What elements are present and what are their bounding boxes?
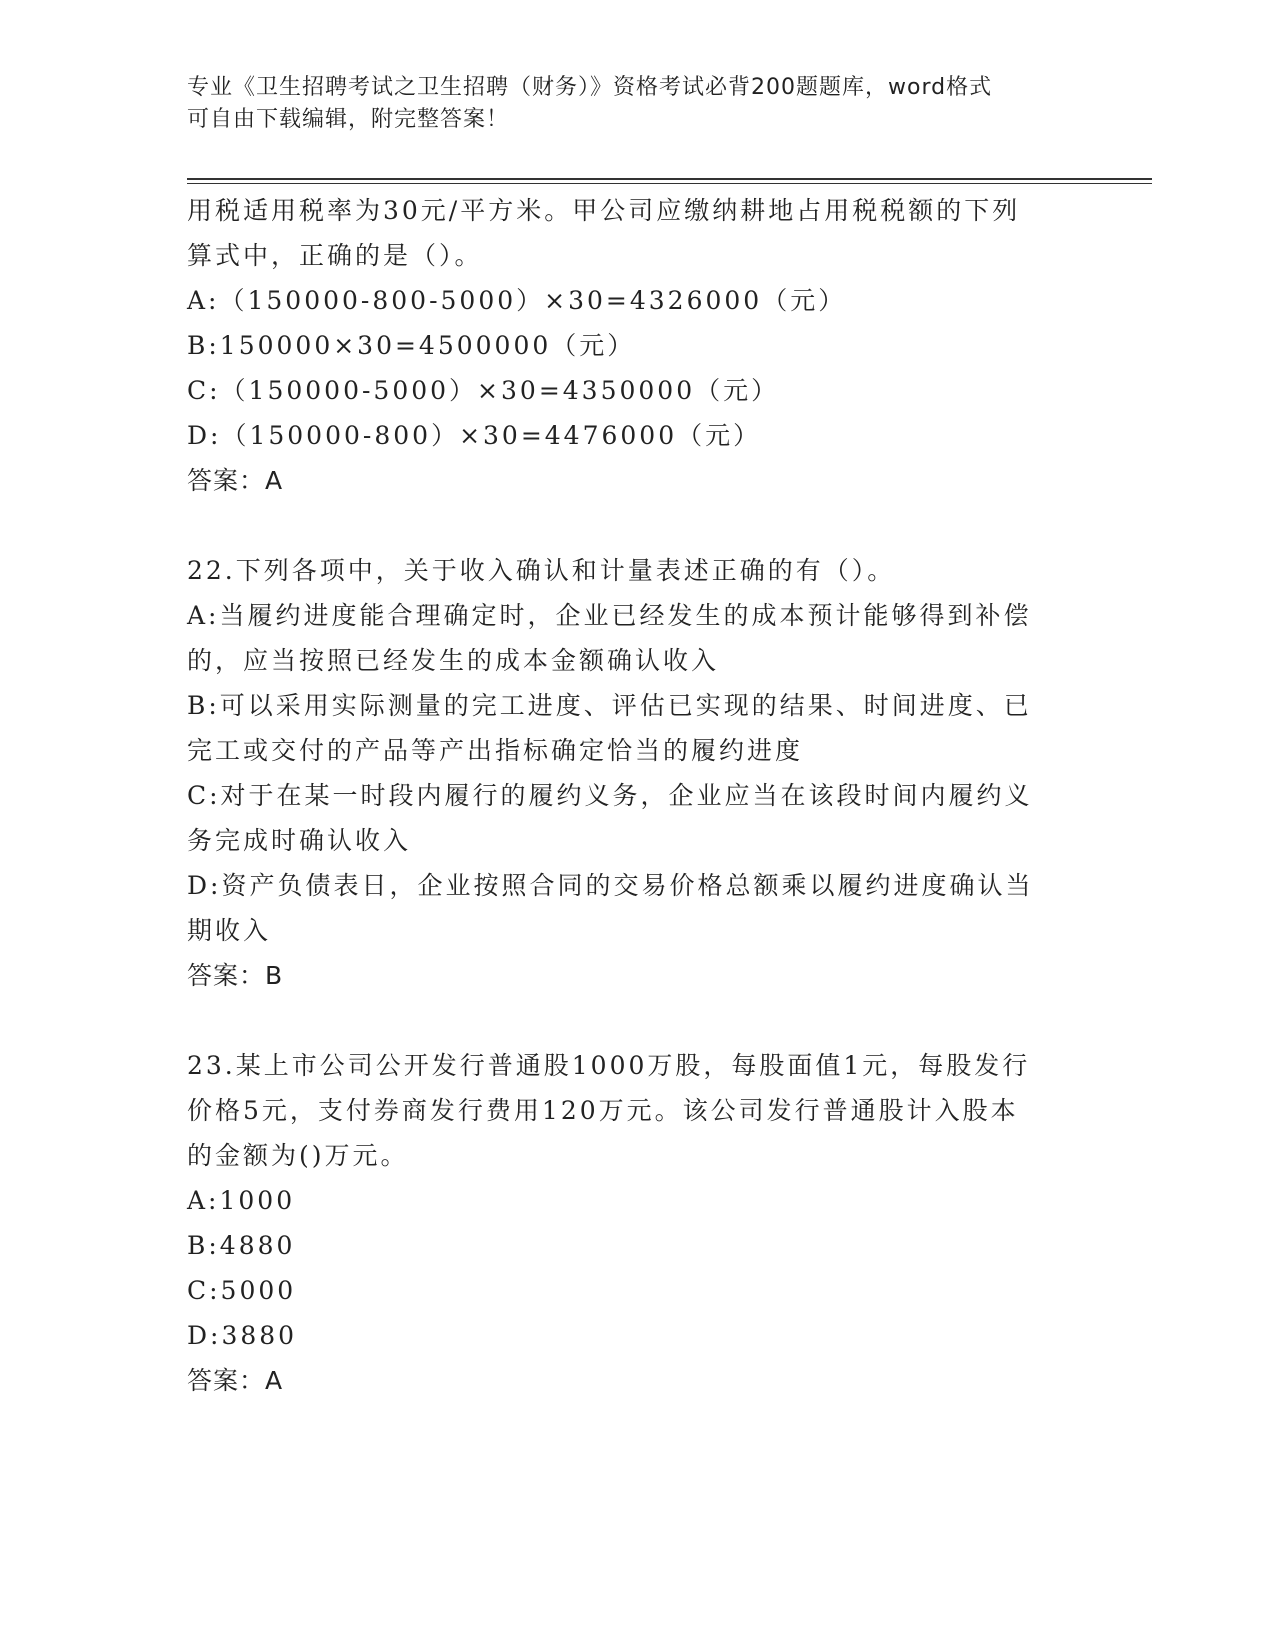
header-divider-thick — [187, 178, 1152, 180]
document-header — [187, 72, 1067, 136]
question-22-option-a-line-1: A:当履约进度能合理确定时，企业已经发生的成本预计能够得到补偿 — [187, 601, 1032, 630]
header-title-line-2: 可自由下载编辑，附完整答案！ — [187, 107, 510, 132]
question-21-option-c: C:（150000-5000）×30=4350000（元） — [187, 376, 780, 405]
question-22-answer: 答案：B — [187, 961, 284, 990]
question-22-option-a-line-2: 的，应当按照已经发生的成本金额确认收入 — [187, 646, 720, 675]
question-21 — [187, 188, 1077, 503]
question-23-option-c: C:5000 — [187, 1276, 297, 1305]
question-21-answer: 答案：A — [187, 466, 284, 495]
question-22-option-c-line-2: 务完成时确认收入 — [187, 826, 412, 855]
question-22-option-b-line-2: 完工或交付的产品等产出指标确定恰当的履约进度 — [187, 736, 804, 765]
question-22-stem: 22.下列各项中，关于收入确认和计量表述正确的有（）。 — [187, 556, 896, 585]
question-22-option-c-line-1: C:对于在某一时段内履行的履约义务，企业应当在该段时间内履约义 — [187, 781, 1033, 810]
question-21-option-d: D:（150000-800）×30=4476000（元） — [187, 421, 762, 450]
question-23-option-a: A:1000 — [187, 1186, 296, 1215]
question-23-option-b: B:4880 — [187, 1231, 296, 1260]
question-22-option-b-line-1: B:可以采用实际测量的完工进度、评估已实现的结果、时间进度、已 — [187, 691, 1032, 720]
question-23-stem-line-1: 23.某上市公司公开发行普通股1000万股，每股面值1元，每股发行 — [187, 1051, 1031, 1080]
question-spacer — [187, 998, 1077, 1043]
question-22-option-d-line-2: 期收入 — [187, 916, 272, 945]
header-title-line-1: 专业《卫生招聘考试之卫生招聘（财务）》资格考试必背200题题库，word格式 — [187, 75, 993, 100]
question-21-stem-line-1: 用税适用税率为30元/平方米。甲公司应缴纳耕地占用税税额的下列 — [187, 196, 1021, 225]
question-23-option-d: D:3880 — [187, 1321, 298, 1350]
header-divider-thin — [187, 183, 1152, 184]
question-23-answer: 答案：A — [187, 1366, 284, 1395]
question-23-stem-line-2: 价格5元，支付券商发行费用120万元。该公司发行普通股计入股本 — [187, 1096, 1019, 1125]
question-spacer — [187, 503, 1077, 548]
question-23 — [187, 1043, 1077, 1403]
question-content — [187, 188, 1077, 1403]
question-23-stem-line-3: 的金额为()万元。 — [187, 1141, 409, 1170]
question-21-option-a: A:（150000-800-5000）×30=4326000（元） — [187, 286, 847, 315]
question-22-option-d-line-1: D:资产负债表日，企业按照合同的交易价格总额乘以履约进度确认当 — [187, 871, 1034, 900]
question-21-stem-line-2: 算式中，正确的是（）。 — [187, 241, 483, 270]
question-22 — [187, 548, 1077, 998]
question-21-option-b: B:150000×30=4500000（元） — [187, 331, 636, 360]
